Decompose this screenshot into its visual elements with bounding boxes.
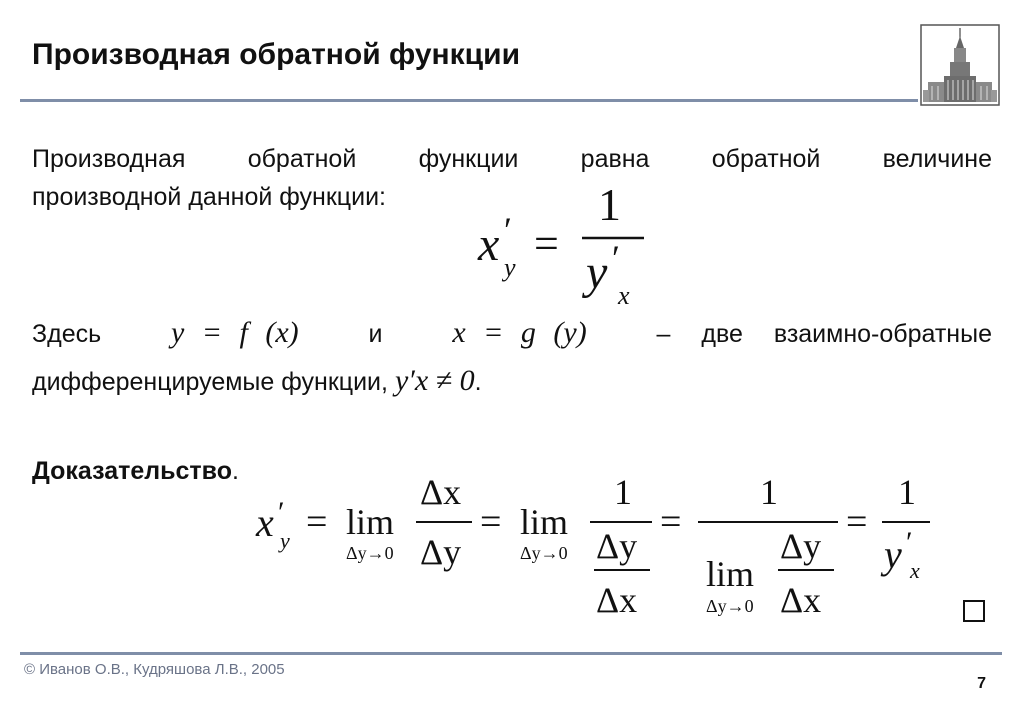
here-word: Здесь [32, 320, 102, 348]
proof-frac3-num: 1 [760, 472, 778, 512]
proof-frac3-inner-den: Δx [780, 580, 822, 620]
proof-frac4-den-prime: ′ [906, 526, 913, 559]
here-tail: – две взаимно-обратные [656, 320, 992, 348]
main-den-prime: ′ [612, 238, 620, 278]
proof-frac2-num: 1 [614, 472, 632, 512]
main-lhs-prime: ′ [504, 210, 512, 250]
nonzero-condition: y′x ≠ 0 [394, 364, 475, 397]
main-lhs-sub: y [504, 253, 516, 282]
and-word: и [368, 320, 383, 348]
footer-divider [20, 652, 1002, 655]
proof-frac1-num: Δx [420, 472, 462, 512]
page-number: 7 [977, 675, 986, 692]
proof-eq-4: = [846, 501, 868, 543]
proof-lim-2: lim [520, 502, 569, 542]
statement-line-1: Производная обратной функции равна обратной величине [32, 145, 992, 173]
proof-lim-under-3: Δy→0 [706, 596, 754, 616]
proof-lim-under-1: Δy→0 [346, 543, 394, 563]
proof-frac2-inner-num: Δy [596, 526, 638, 566]
proof-label: Доказательство [32, 457, 232, 485]
title-divider [20, 99, 918, 102]
proof-lim-under-2: Δy→0 [520, 543, 568, 563]
page-title: Производная обратной функции [32, 38, 521, 71]
end-of-proof-icon [963, 600, 985, 622]
proof-frac3-inner-num: Δy [780, 526, 822, 566]
proof-lhs-sub: y [280, 528, 290, 553]
footer-copyright: © Иванов О.В., Кудряшова Л.В., 2005 [24, 661, 285, 678]
equation-y: y = f (x) [170, 316, 299, 349]
main-numerator: 1 [598, 182, 621, 230]
statement-line-2: производной данной функции: [32, 183, 386, 211]
proof-eq-3: = [660, 501, 682, 543]
proof-frac4-den-var: y [884, 532, 902, 577]
proof-label-line [32, 452, 239, 490]
proof-formula [250, 464, 950, 630]
proof-lhs-prime: ′ [278, 496, 285, 529]
here-line [32, 314, 992, 353]
proof-label-dot: . [231, 457, 239, 485]
proof-lim-3: lim [706, 554, 755, 594]
condition-period: . [474, 368, 482, 396]
proof-eq-1: = [306, 501, 328, 543]
proof-frac4-den-sub: x [910, 558, 920, 583]
main-den-sub: x [618, 281, 630, 310]
main-lhs-var: x [478, 218, 500, 271]
proof-lhs-var: x [256, 500, 274, 545]
main-den-var: y [586, 246, 608, 299]
proof-eq-2: = [480, 501, 502, 543]
differentiable-line [32, 362, 482, 401]
proof-lim-1: lim [346, 502, 395, 542]
proof-frac4-num: 1 [898, 472, 916, 512]
proof-frac2-inner-den: Δx [596, 580, 638, 620]
proof-frac1-den: Δy [420, 532, 462, 572]
differentiable-text: дифференцируемые функции, [32, 368, 388, 396]
main-equals: = [534, 219, 559, 268]
equation-x: x = g (y) [452, 316, 587, 349]
university-logo-icon [920, 24, 1000, 106]
main-formula [470, 182, 670, 310]
